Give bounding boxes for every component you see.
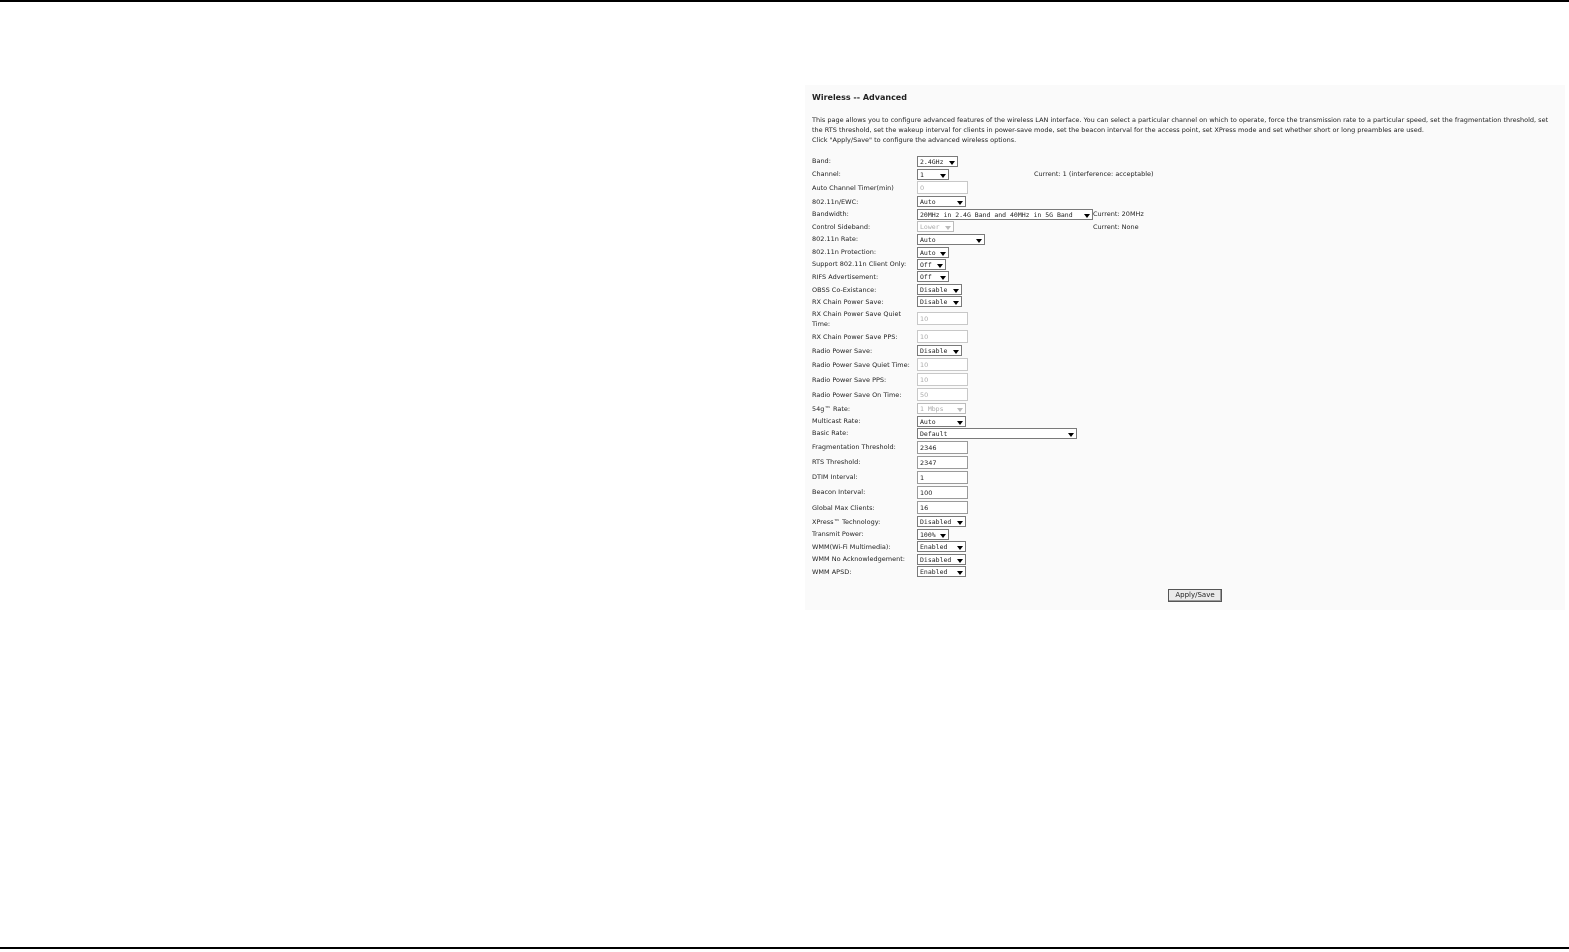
radio-quiet-label: Radio Power Save Quiet Time: [812,361,910,369]
rx-chain-pps-label: RX Chain Power Save PPS: [812,333,898,341]
max-clients-label: Global Max Clients: [812,504,875,512]
bandwidth-select[interactable]: 20MHz in 2.4G Band and 40MHz in 5G Band [917,209,1093,220]
channel-label: Channel: [812,170,841,178]
rx-chain-pps-input[interactable]: 10 [917,330,968,343]
radio-on-input[interactable]: 50 [917,388,968,401]
xpress-label: XPress™ Technology: [812,518,881,526]
n-ewc-label: 802.11n/EWC: [812,198,859,206]
n-protection-label: 802.11n Protection: [812,248,877,256]
dtim-input[interactable]: 1 [917,471,968,484]
channel-select[interactable]: 1 [917,169,949,180]
chevron-down-icon [940,174,946,178]
apply-save-button[interactable]: Apply/Save [1168,589,1222,602]
frag-threshold-label: Fragmentation Threshold: [812,443,896,451]
rts-threshold-label: RTS Threshold: [812,458,861,466]
rifs-select[interactable]: Off [917,271,949,282]
n-rate-label: 802.11n Rate: [812,235,859,243]
rate-54g-label: 54g™ Rate: [812,405,851,413]
wmm-noack-label: WMM No Acknowledgement: [812,555,905,563]
beacon-input[interactable]: 100 [917,486,968,499]
chevron-down-icon [957,201,963,205]
rx-chain-ps-select[interactable]: Disable [917,296,962,307]
instruction-text: Click "Apply/Save" to configure the advanced wireless options. [812,136,1017,144]
chevron-down-icon [949,161,955,165]
rx-chain-ps-label: RX Chain Power Save: [812,298,884,306]
wmm-label: WMM(Wi-Fi Multimedia): [812,543,891,551]
bottom-rule [0,947,1569,949]
bandwidth-current-note: Current: 20MHz [1093,210,1144,218]
control-sideband-select[interactable]: Lower [917,221,954,232]
chevron-down-icon [953,289,959,293]
chevron-down-icon [937,264,943,268]
radio-pps-input[interactable]: 10 [917,373,968,386]
band-select[interactable]: 2.4GHz [917,156,958,167]
bandwidth-label: Bandwidth: [812,210,849,218]
basic-rate-select[interactable]: Default [917,428,1077,439]
chevron-down-icon [957,521,963,525]
rx-chain-quiet-input[interactable]: 10 [917,312,968,325]
xpress-select[interactable]: Disabled [917,516,966,527]
n-rate-select[interactable]: Auto [917,234,985,245]
chevron-down-icon [953,301,959,305]
radio-on-label: Radio Power Save On Time: [812,391,902,399]
page-title: Wireless -- Advanced [812,93,907,102]
chevron-down-icon [940,276,946,280]
control-sideband-label: Control Sideband: [812,223,871,231]
auto-channel-timer-input[interactable]: 0 [917,181,968,194]
top-rule [0,0,1569,2]
obss-select[interactable]: Disable [917,284,962,295]
chevron-down-icon [1084,214,1090,218]
n-protection-select[interactable]: Auto [917,247,949,258]
wmm-select[interactable]: Enabled [917,541,966,552]
frag-threshold-input[interactable]: 2346 [917,441,968,454]
rifs-label: RIFS Advertisement: [812,273,879,281]
multicast-rate-select[interactable]: Auto [917,416,966,427]
multicast-rate-label: Multicast Rate: [812,417,861,425]
chevron-down-icon [953,350,959,354]
basic-rate-label: Basic Rate: [812,429,849,437]
chevron-down-icon [957,408,963,412]
chevron-down-icon [976,239,982,243]
dtim-label: DTIM Interval: [812,473,858,481]
rts-threshold-input[interactable]: 2347 [917,456,968,469]
radio-quiet-input[interactable]: 10 [917,358,968,371]
band-label: Band: [812,157,831,165]
chevron-down-icon [957,559,963,563]
chevron-down-icon [957,571,963,575]
rate-54g-select[interactable]: 1 Mbps [917,403,966,414]
radio-ps-select[interactable]: Disable [917,345,962,356]
auto-channel-timer-label: Auto Channel Timer(min) [812,184,894,192]
sideband-current-note: Current: None [1093,223,1139,231]
chevron-down-icon [957,546,963,550]
chevron-down-icon [940,252,946,256]
chevron-down-icon [945,226,951,230]
radio-pps-label: Radio Power Save PPS: [812,376,887,384]
tx-power-label: Transmit Power: [812,530,864,538]
channel-current-note: Current: 1 (interference: acceptable) [1034,170,1154,178]
radio-ps-label: Radio Power Save: [812,347,873,355]
n-client-only-label: Support 802.11n Client Only: [812,260,907,268]
chevron-down-icon [940,534,946,538]
page-description [812,115,1557,145]
wmm-apsd-select[interactable]: Enabled [917,566,966,577]
n-client-only-select[interactable]: Off [917,259,946,270]
n-ewc-select[interactable]: Auto [917,196,966,207]
obss-label: OBSS Co-Existance: [812,286,877,294]
wmm-noack-select[interactable]: Disabled [917,554,966,565]
wmm-apsd-label: WMM APSD: [812,568,852,576]
tx-power-select[interactable]: 100% [917,529,949,540]
max-clients-input[interactable]: 16 [917,501,968,514]
beacon-label: Beacon Interval: [812,488,866,496]
chevron-down-icon [957,421,963,425]
chevron-down-icon [1068,433,1074,437]
rx-chain-quiet-label: RX Chain Power Save Quiet Time: [812,310,901,328]
description-text: This page allows you to configure advanced features of the wireless LAN interface. You can select a particular channel on which to operate, force the transmission rate to a particular speed, set the fragmentation threshold, set the RTS threshold, set the wakeup interval for clients in power-save mode, set the beacon interval for the access point, set XPress mode and set whether short or long preambles are used. [812,116,1549,134]
